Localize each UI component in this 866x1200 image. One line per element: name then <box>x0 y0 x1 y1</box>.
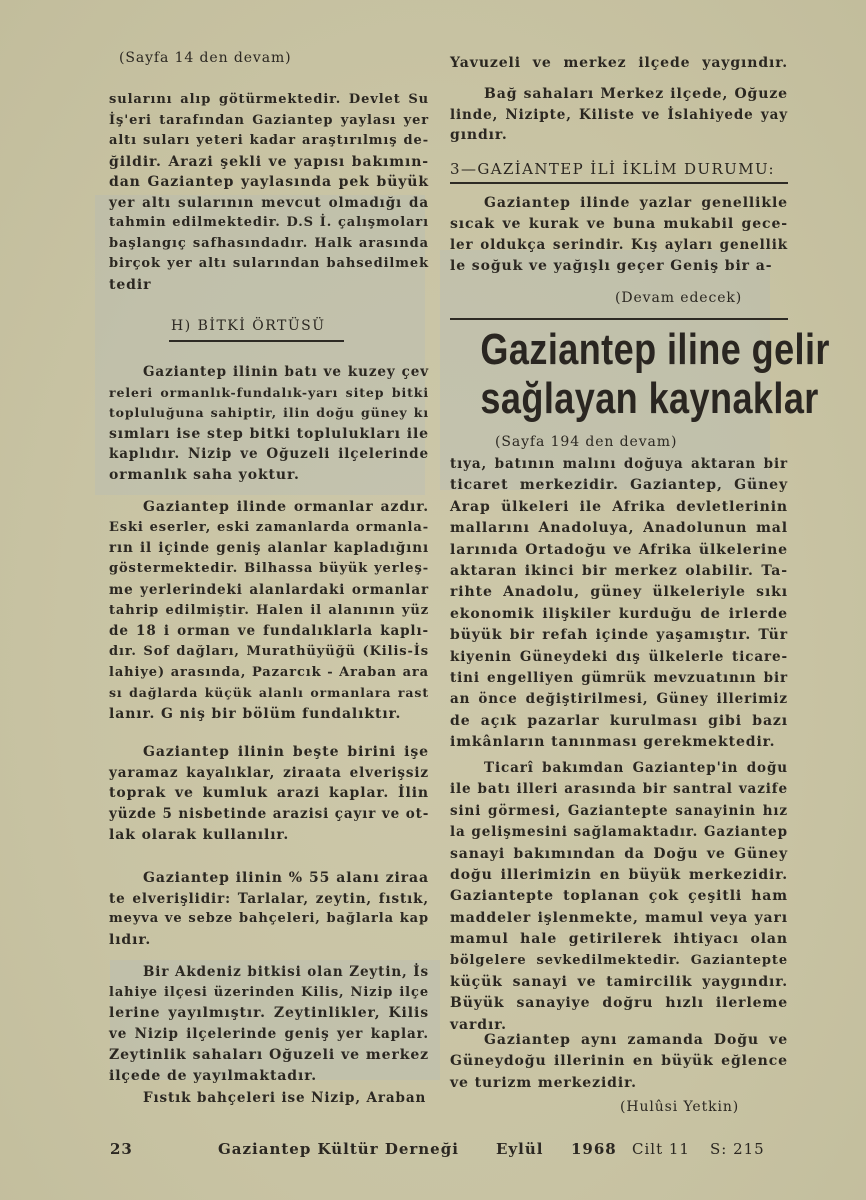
paragraph-line: lıdır. <box>109 932 152 949</box>
paragraph-line: ticaret merkezidir. Gaziantep, Güney <box>450 477 788 494</box>
paragraph-line: ve Nizip ilçelerinde geniş yer kaplar. <box>109 1026 429 1043</box>
paragraph-line: vardır. <box>450 1016 507 1033</box>
continued-from-note: (Sayfa 194 den devam) <box>495 434 678 450</box>
paragraph-line: Gaziantep aynı zamanda Doğu ve <box>484 1032 788 1048</box>
article-divider <box>450 318 788 320</box>
paragraph-line: yüzde 5 nisbetinde arazisi çayır ve ot- <box>109 806 430 823</box>
paragraph-line: sı dağlarda küçük alanlı ormanlara rast <box>109 685 429 701</box>
paragraph-line: sularını alıp götürmektedir. Devlet Su <box>109 92 429 107</box>
paragraph-line: tahmin edilmektedir. D.S İ. çalışmoları <box>109 215 429 230</box>
heading-underline <box>450 182 788 184</box>
author-signature: (Hulûsi Yetkin) <box>620 1099 740 1115</box>
paragraph-line: sanayi bakımından da Doğu ve Güney <box>450 845 788 862</box>
paragraph-line: Gaziantepte toplanan çok çeşitli ham <box>450 888 788 905</box>
paragraph-line: küçük sanayi ve tamircilik yaygındır. <box>450 974 788 990</box>
paragraph-line: Gaziantep ilinin % 55 alanı ziraa <box>143 870 429 886</box>
paragraph-line: kiyenin Güneydeki dış ülkelerle ticare- <box>450 648 788 665</box>
paragraph-line: yer altı sularının mevcut olmadığı da <box>109 194 429 211</box>
paragraph-line: tıya, batının malını doğuya aktaran bir <box>450 456 788 472</box>
paragraph-line: rihte Anadolu, güney ülkeleriyle sıkı <box>450 584 788 601</box>
section-heading-bitki-ortusu: H) BİTKİ ÖRTÜSÜ <box>171 318 326 334</box>
paragraph-line: Fıstık bahçeleri ise Nizip, Araban <box>143 1090 427 1106</box>
paragraph-line: releri ormanlık-fundalık-yarı sitep bitki <box>109 384 429 400</box>
paragraph-line: Güneydoğu illerinin en büyük eğlence <box>450 1053 788 1070</box>
paragraph-line: la gelişmesini sağlamaktadır. Gaziantep <box>450 824 788 841</box>
paragraph-line: ilçede de yayılmaktadır. <box>109 1067 317 1084</box>
paragraph-line: birçok yer altı sularından bahsedilmek <box>109 256 429 271</box>
paragraph-line: büyük bir refah içinde yaşamıştır. Tür <box>450 627 788 644</box>
paragraph-line: linde, Nizipte, Kiliste ve İslahiyede yay <box>450 106 788 123</box>
paragraph-line: toprak ve kumluk arazi kaplar. İlin <box>109 785 429 802</box>
paragraph-line: tini engelliyen gümrük mevzuatının bir <box>450 670 788 686</box>
paragraph-line: kaplıdır. Nizip ve Oğuzeli ilçelerinde <box>109 446 429 462</box>
paragraph-line: Bağ sahaları Merkez ilçede, Oğuze <box>484 86 788 102</box>
paragraph-line: rın il içinde geniş alanlar kapladığını <box>109 540 429 557</box>
paragraph-line: imkânların tanınması gerekmektedir. <box>450 734 776 751</box>
paragraph-line: lerine yayılmıştır. Zeytinlikler, Kilis <box>109 1005 429 1022</box>
paragraph-line: larınıda Ortadoğu ve Afrika ülkelerine <box>450 541 788 558</box>
issue-number: S: 215 <box>710 1140 765 1158</box>
paragraph-line: Gaziantep ilinde yazlar genellikle <box>484 195 788 211</box>
paragraph-line: ekonomik ilişkiler kurduğu de irlerde <box>450 605 788 622</box>
paragraph-line: lak olarak kullanılır. <box>109 826 290 843</box>
paragraph-line: doğu illerimizin en büyük merkezidir. <box>450 867 788 883</box>
paragraph-line: Gaziantep ilinde ormanlar azdır. <box>143 499 429 515</box>
paragraph-line: an önce değiştirilmesi, Güney illerimiz <box>450 691 788 708</box>
paragraph-line: tedir <box>109 276 152 293</box>
paragraph-line: ler oldukça serindir. Kış ayları genellik <box>450 237 788 253</box>
paragraph-line: Eski eserler, eski zamanlarda ormanla- <box>109 519 429 535</box>
paragraph-line: Yavuzeli ve merkez ilçede yaygındır. <box>450 55 788 71</box>
issue-year: 1968 <box>571 1140 617 1158</box>
continued-from-note: (Sayfa 14 den devam) <box>119 50 292 66</box>
paragraph-line: te elverişlidir: Tarlalar, zeytin, fıstık, <box>109 890 429 907</box>
paragraph-line: dan Gaziantep yaylasında pek büyük <box>109 174 429 190</box>
paragraph-line: lahiye) arasında, Pazarcık - Araban ara <box>109 664 429 680</box>
paragraph-line: ğildir. Arazi şekli ve yapısı bakımın- <box>109 153 429 170</box>
paragraph-line: başlangıç safhasındadır. Halk arasında <box>109 235 429 251</box>
paragraph-line: Arap ülkeleri ile Afrika devletlerinin <box>450 498 788 515</box>
paragraph-line: ile batı illeri arasında bir santral vazife <box>450 781 788 798</box>
paragraph-line: bölgelere sevkedilmektedir. Gaziantepte <box>450 952 788 968</box>
paragraph-line: sıcak ve kurak ve buna mukabil gece- <box>450 216 788 232</box>
paragraph-line: de 18 i orman ve fundalıklarla kaplı- <box>109 623 429 640</box>
paragraph-line: Gaziantep ilinin beşte birini işe <box>143 744 429 760</box>
paragraph-line: Bir Akdeniz bitkisi olan Zeytin, İs <box>143 964 429 980</box>
paragraph-line: göstermektedir. Bilhassa büyük yerleş- <box>109 561 429 577</box>
paragraph-line: lahiye ilçesi üzerinden Kilis, Nizip ilçe <box>109 984 429 1000</box>
article-title-line-1: Gaziantep iline gelir <box>480 325 830 374</box>
issue-volume: Cilt 11 <box>632 1140 690 1158</box>
paragraph-line: tahrip edilmiştir. Halen il alanının yüz <box>109 602 429 618</box>
paragraph-line: ve turizm merkezidir. <box>450 1074 637 1091</box>
paragraph-line: le soğuk ve yağışlı geçer Geniş bir a- <box>450 258 773 274</box>
paragraph-line: Büyük sanayiye doğru hızlı ilerleme <box>450 995 788 1012</box>
paragraph-line: me yerlerindeki alanlardaki ormanlar <box>109 581 429 598</box>
paragraph-line: dır. Sof dağları, Murathüyüğü (Kilis-İs <box>109 643 429 659</box>
paragraph-line: İş'eri tarafından Gaziantep yaylası yer <box>109 112 429 128</box>
heading-underline <box>169 340 344 342</box>
paragraph-line: gındır. <box>450 127 508 143</box>
paragraph-line: de açık pazarlar kurulması gibi bazı <box>450 712 788 729</box>
section-heading-iklim-durumu: 3—GAZİANTEP İLİ İKLİM DURUMU: <box>450 160 775 178</box>
paragraph-line: meyva ve sebze bahçeleri, bağlarla kap <box>109 911 429 927</box>
paragraph-line: ormanlık saha yoktur. <box>109 466 300 483</box>
paragraph-line: sini görmesi, Gaziantepte sanayinin hız <box>450 802 788 819</box>
paragraph-line: maddeler işlenmekte, mamul veya yarı <box>450 909 788 926</box>
page-number: 23 <box>110 1140 133 1158</box>
paragraph-line: Zeytinlik sahaları Oğuzeli ve merkez <box>109 1046 429 1063</box>
to-be-continued-note: (Devam edecek) <box>615 290 743 306</box>
issue-month: Eylül <box>496 1140 544 1158</box>
paragraph-line: aktaran ikinci bir merkez olabilir. Ta- <box>450 563 788 579</box>
publication-name: Gaziantep Kültür Derneği <box>218 1140 459 1158</box>
paragraph-line: topluluğuna sahiptir, ilin doğu güney kı <box>109 405 429 420</box>
paragraph-line: Gaziantep ilinin batı ve kuzey çev <box>143 364 429 380</box>
article-title-line-2: sağlayan kaynaklar <box>480 374 819 423</box>
paragraph-line: Ticarî bakımdan Gaziantep'in doğu <box>484 760 788 776</box>
paragraph-line: sımları ise step bitki toplulukları ile <box>109 425 429 442</box>
paragraph-line: altı suları yeteri kadar araştırılmış de- <box>109 133 429 148</box>
paragraph-line: mamul hale getirilerek ihtiyacı olan <box>450 931 788 948</box>
paragraph-line: mallarını Anadoluya, Anadolunun mal <box>450 520 788 537</box>
paragraph-line: lanır. G niş bir bölüm fundalıktır. <box>109 706 402 722</box>
paragraph-line: yaramaz kayalıklar, ziraata elverişsiz <box>109 764 429 781</box>
